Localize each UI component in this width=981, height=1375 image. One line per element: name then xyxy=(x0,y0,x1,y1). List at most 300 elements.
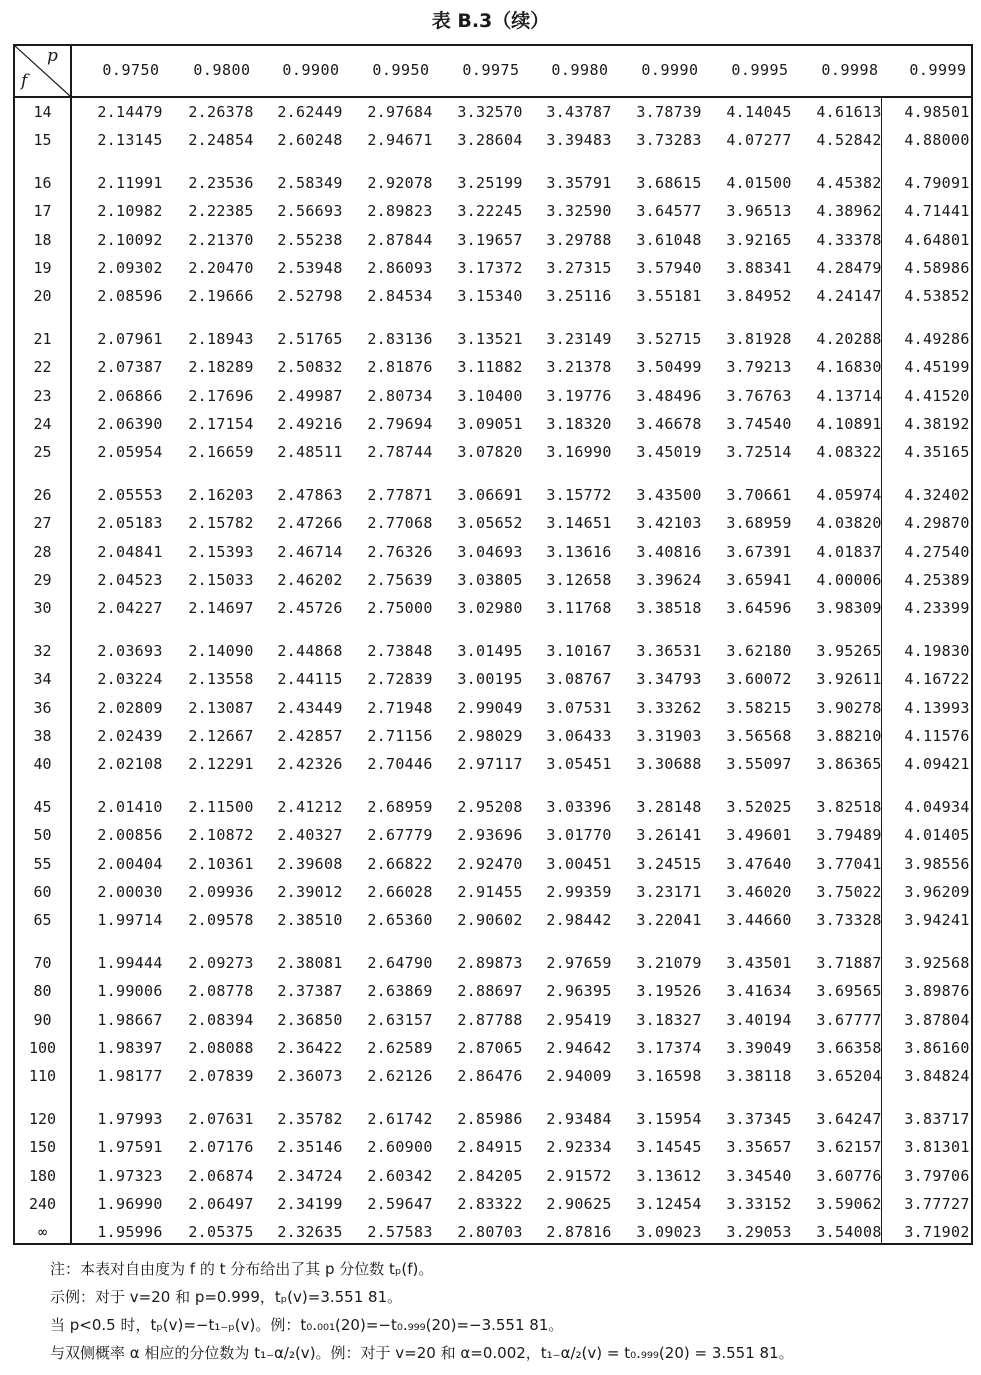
quantile-cell: 2.65360 xyxy=(367,911,433,930)
quantile-cell: 2.47266 xyxy=(277,514,343,533)
quantile-cell: 2.91455 xyxy=(457,883,523,901)
table-row xyxy=(15,514,971,536)
quantile-cell: 2.97659 xyxy=(546,953,612,972)
note-line: 当 p<0.5 时，tₚ(v)=−t₁₋ₚ(v)。例：t₀.₀₀₁(20)=−t₀.₉₉₉(20)=−3.551 81。 xyxy=(50,1316,564,1334)
quantile-cell: 3.49601 xyxy=(726,826,792,845)
quantile-cell: 2.75639 xyxy=(367,571,433,589)
quantile-cell: 2.60342 xyxy=(367,1166,433,1185)
quantile-cell: 3.28604 xyxy=(457,131,523,150)
quantile-cell: 4.04934 xyxy=(904,797,970,816)
quantile-cell: 3.74540 xyxy=(726,415,792,433)
quantile-cell: 3.68615 xyxy=(636,173,702,192)
quantile-cell: 3.05652 xyxy=(457,514,523,533)
degrees-of-freedom-cell: 22 xyxy=(33,358,52,377)
quantile-cell: 3.55181 xyxy=(636,287,702,306)
quantile-cell: 2.90625 xyxy=(546,1195,612,1213)
quantile-cell: 3.84952 xyxy=(726,287,792,306)
quantile-cell: 3.79213 xyxy=(726,358,792,377)
quantile-cell: 3.13612 xyxy=(636,1166,702,1185)
quantile-cell: 3.10167 xyxy=(546,641,612,660)
table-notes xyxy=(50,1255,970,1367)
quantile-cell: 3.13616 xyxy=(546,542,612,561)
quantile-cell: 2.94642 xyxy=(546,1039,612,1057)
degrees-of-freedom-cell: 80 xyxy=(33,982,52,1001)
quantile-cell: 3.11882 xyxy=(457,358,523,377)
quantile-cell: 3.67777 xyxy=(816,1010,882,1029)
column-header: 0.9800 xyxy=(193,61,251,79)
quantile-cell: 2.68959 xyxy=(367,797,433,816)
quantile-cell: 2.46202 xyxy=(277,571,343,589)
table-row xyxy=(15,826,971,848)
quantile-cell: 2.42857 xyxy=(277,727,343,745)
quantile-cell: 1.98397 xyxy=(97,1039,163,1057)
quantile-cell: 3.62180 xyxy=(726,641,792,660)
quantile-cell: 2.84205 xyxy=(457,1166,523,1185)
quantile-cell: 4.45199 xyxy=(904,358,970,377)
quantile-cell: 2.87816 xyxy=(546,1223,612,1242)
quantile-cell: 2.57583 xyxy=(367,1223,433,1242)
quantile-cell: 2.36850 xyxy=(277,1010,343,1029)
quantile-cell: 3.01770 xyxy=(546,826,612,845)
header-p-symbol: p xyxy=(47,46,58,66)
degrees-of-freedom-cell: 180 xyxy=(28,1166,57,1185)
quantile-cell: 3.39049 xyxy=(726,1039,792,1057)
quantile-cell: 3.66358 xyxy=(816,1039,882,1057)
quantile-cell: 2.35146 xyxy=(277,1138,343,1157)
quantile-cell: 3.46678 xyxy=(636,415,702,433)
quantile-cell: 3.64596 xyxy=(726,599,792,618)
quantile-cell: 2.15033 xyxy=(188,571,254,589)
quantile-cell: 2.06497 xyxy=(188,1195,254,1213)
quantile-cell: 2.32635 xyxy=(277,1223,343,1242)
quantile-cell: 3.89876 xyxy=(904,982,970,1001)
quantile-cell: 3.82518 xyxy=(816,797,882,816)
quantile-cell: 3.11768 xyxy=(546,599,612,618)
quantile-cell: 2.06874 xyxy=(188,1166,254,1185)
degrees-of-freedom-cell: 16 xyxy=(33,173,52,192)
quantile-cell: 2.36073 xyxy=(277,1067,343,1086)
quantile-cell: 2.98029 xyxy=(457,727,523,745)
quantile-cell: 3.65941 xyxy=(726,571,792,589)
quantile-cell: 3.18320 xyxy=(546,415,612,433)
quantile-cell: 3.07820 xyxy=(457,443,523,462)
quantile-cell: 3.40816 xyxy=(636,542,702,561)
quantile-cell: 2.62126 xyxy=(367,1067,433,1086)
quantile-cell: 3.81301 xyxy=(904,1138,970,1157)
quantile-cell: 2.02108 xyxy=(97,755,163,774)
quantile-cell: 2.14479 xyxy=(97,103,163,121)
degrees-of-freedom-cell: 20 xyxy=(33,287,52,306)
quantile-cell: 3.77041 xyxy=(816,854,882,873)
quantile-cell: 3.26141 xyxy=(636,826,702,845)
degrees-of-freedom-cell: 29 xyxy=(33,571,52,589)
quantile-cell: 3.15340 xyxy=(457,287,523,306)
quantile-cell: 2.98442 xyxy=(546,911,612,930)
degrees-of-freedom-cell: 40 xyxy=(33,755,52,774)
quantile-cell: 2.95208 xyxy=(457,797,523,816)
table-row xyxy=(15,287,971,309)
quantile-cell: 4.49286 xyxy=(904,329,970,348)
quantile-cell: 3.04693 xyxy=(457,542,523,561)
quantile-cell: 4.16722 xyxy=(904,670,970,689)
table-row xyxy=(15,1039,971,1061)
table-row xyxy=(15,798,971,820)
quantile-cell: 3.78739 xyxy=(636,103,702,121)
quantile-cell: 2.70446 xyxy=(367,755,433,774)
quantile-cell: 2.10092 xyxy=(97,230,163,249)
quantile-cell: 3.39624 xyxy=(636,571,702,589)
quantile-cell: 2.83136 xyxy=(367,329,433,348)
quantile-cell: 4.00006 xyxy=(816,571,882,589)
note-line: 与双侧概率 α 相应的分位数为 t₁₋α/₂(v)。例：对于 v=20 和 α=0.002，t₁₋α/₂(v) = t₀.₉₉₉(20) = 3.551 81。 xyxy=(50,1344,794,1362)
quantile-cell: 3.87804 xyxy=(904,1010,970,1029)
quantile-cell: 3.25199 xyxy=(457,173,523,192)
degrees-of-freedom-cell: 17 xyxy=(33,202,52,221)
quantile-cell: 2.81876 xyxy=(367,358,433,377)
quantile-cell: 3.13521 xyxy=(457,329,523,348)
quantile-cell: 2.64790 xyxy=(367,953,433,972)
quantile-cell: 2.14697 xyxy=(188,599,254,618)
header-f-symbol: f xyxy=(21,71,28,91)
quantile-cell: 4.20288 xyxy=(816,329,882,348)
quantile-cell: 2.04841 xyxy=(97,542,163,561)
quantile-cell: 2.99049 xyxy=(457,698,523,717)
quantile-cell: 3.43787 xyxy=(546,103,612,121)
quantile-cell: 3.69565 xyxy=(816,982,882,1001)
quantile-cell: 3.96209 xyxy=(904,883,970,901)
quantile-cell: 3.95265 xyxy=(816,641,882,660)
quantile-cell: 2.41212 xyxy=(277,797,343,816)
quantile-cell: 3.24515 xyxy=(636,854,702,873)
table-row xyxy=(15,259,971,281)
degrees-of-freedom-cell: 30 xyxy=(33,599,52,618)
table-row xyxy=(15,443,971,465)
quantile-cell: 2.18943 xyxy=(188,329,254,348)
quantile-cell: 3.50499 xyxy=(636,358,702,377)
quantile-cell: 1.95996 xyxy=(97,1223,163,1242)
column-header: 0.9750 xyxy=(102,61,160,79)
quantile-cell: 3.05451 xyxy=(546,755,612,774)
quantile-cell: 4.41520 xyxy=(904,386,970,405)
table-row xyxy=(15,231,971,253)
quantile-cell: 3.32590 xyxy=(546,202,612,221)
quantile-cell: 3.84824 xyxy=(904,1067,970,1086)
table-row xyxy=(15,131,971,153)
note-line: 示例：对于 v=20 和 p=0.999，tₚ(v)=3.551 81。 xyxy=(50,1288,403,1306)
quantile-cell: 2.73848 xyxy=(367,641,433,660)
quantile-cell: 3.48496 xyxy=(636,386,702,405)
quantile-cell: 2.92078 xyxy=(367,173,433,192)
quantile-cell: 3.25116 xyxy=(546,287,612,306)
quantile-cell: 2.39012 xyxy=(277,883,343,901)
table-row xyxy=(15,387,971,409)
degrees-of-freedom-cell: 55 xyxy=(33,854,52,873)
quantile-cell: 4.38192 xyxy=(904,415,970,433)
quantile-cell: 2.46714 xyxy=(277,542,343,561)
quantile-cell: 3.00451 xyxy=(546,854,612,873)
quantile-cell: 3.64577 xyxy=(636,202,702,221)
quantile-cell: 3.62157 xyxy=(816,1138,882,1157)
quantile-cell: 2.78744 xyxy=(367,443,433,462)
quantile-cell: 1.99444 xyxy=(97,953,163,972)
table-row xyxy=(15,699,971,721)
quantile-cell: 3.21079 xyxy=(636,953,702,972)
quantile-cell: 2.62449 xyxy=(277,103,343,121)
quantile-cell: 2.08778 xyxy=(188,982,254,1001)
quantile-cell: 2.06866 xyxy=(97,386,163,405)
degrees-of-freedom-cell: 28 xyxy=(33,542,52,561)
quantile-cell: 2.07176 xyxy=(188,1138,254,1157)
quantile-cell: 1.96990 xyxy=(97,1195,163,1213)
quantile-cell: 2.86476 xyxy=(457,1067,523,1086)
quantile-cell: 2.93484 xyxy=(546,1109,612,1128)
degrees-of-freedom-cell: 100 xyxy=(28,1039,57,1057)
degrees-of-freedom-cell: 65 xyxy=(33,911,52,930)
quantile-cell: 2.05954 xyxy=(97,443,163,462)
quantile-cell: 2.07961 xyxy=(97,329,163,348)
table-row xyxy=(15,358,971,380)
quantile-cell: 2.91572 xyxy=(546,1166,612,1185)
quantile-cell: 2.37387 xyxy=(277,982,343,1001)
degrees-of-freedom-cell: 240 xyxy=(28,1195,57,1213)
quantile-cell: 3.37345 xyxy=(726,1109,792,1128)
quantile-cell: 2.49216 xyxy=(277,415,343,433)
quantile-cell: 2.08596 xyxy=(97,287,163,306)
quantile-cell: 3.06691 xyxy=(457,485,523,504)
quantile-cell: 3.40194 xyxy=(726,1010,792,1029)
t-distribution-table xyxy=(13,44,973,1245)
quantile-cell: 4.53852 xyxy=(904,287,970,306)
quantile-cell: 4.33378 xyxy=(816,230,882,249)
quantile-cell: 3.86365 xyxy=(816,755,882,774)
quantile-cell: 4.25389 xyxy=(904,571,970,589)
table-row xyxy=(15,911,971,933)
quantile-cell: 4.10891 xyxy=(816,415,882,433)
degrees-of-freedom-cell: 19 xyxy=(33,259,52,277)
quantile-cell: 3.16990 xyxy=(546,443,612,462)
quantile-cell: 3.45019 xyxy=(636,443,702,462)
quantile-cell: 2.90602 xyxy=(457,911,523,930)
quantile-cell: 2.61742 xyxy=(367,1109,433,1128)
quantile-cell: 2.97117 xyxy=(457,755,523,774)
quantile-cell: 2.00404 xyxy=(97,854,163,873)
quantile-cell: 2.11991 xyxy=(97,173,163,192)
quantile-cell: 2.66028 xyxy=(367,883,433,901)
quantile-cell: 2.36422 xyxy=(277,1039,343,1057)
quantile-cell: 2.40327 xyxy=(277,826,343,845)
quantile-cell: 4.61613 xyxy=(816,103,882,121)
table-row xyxy=(15,330,971,352)
quantile-cell: 3.32570 xyxy=(457,103,523,121)
table-row xyxy=(15,1167,971,1189)
quantile-cell: 4.28479 xyxy=(816,259,882,277)
quantile-cell: 3.17374 xyxy=(636,1039,702,1057)
quantile-cell: 3.09023 xyxy=(636,1223,702,1242)
quantile-cell: 3.35791 xyxy=(546,173,612,192)
quantile-cell: 3.17372 xyxy=(457,259,523,277)
quantile-cell: 2.09578 xyxy=(188,911,254,930)
table-row xyxy=(15,486,971,508)
quantile-cell: 2.07387 xyxy=(97,358,163,377)
column-header: 0.9995 xyxy=(731,61,789,79)
quantile-cell: 3.35657 xyxy=(726,1138,792,1157)
table-row xyxy=(15,415,971,437)
table-row xyxy=(15,1110,971,1132)
quantile-cell: 2.87065 xyxy=(457,1039,523,1057)
degrees-of-freedom-cell: 32 xyxy=(33,641,52,660)
quantile-cell: 2.08394 xyxy=(188,1010,254,1029)
quantile-cell: 3.29788 xyxy=(546,230,612,249)
quantile-cell: 2.34199 xyxy=(277,1195,343,1213)
quantile-cell: 2.95419 xyxy=(546,1010,612,1029)
quantile-cell: 3.73283 xyxy=(636,131,702,150)
quantile-cell: 2.87788 xyxy=(457,1010,523,1029)
quantile-cell: 1.99714 xyxy=(97,911,163,930)
quantile-cell: 2.72839 xyxy=(367,670,433,689)
table-row xyxy=(15,1138,971,1160)
quantile-cell: 2.52798 xyxy=(277,287,343,306)
quantile-cell: 3.06433 xyxy=(546,727,612,745)
quantile-cell: 2.18289 xyxy=(188,358,254,377)
quantile-cell: 3.43500 xyxy=(636,485,702,504)
quantile-cell: 2.05553 xyxy=(97,485,163,504)
quantile-cell: 2.63869 xyxy=(367,982,433,1001)
quantile-cell: 1.99006 xyxy=(97,982,163,1001)
quantile-cell: 1.98177 xyxy=(97,1067,163,1086)
degrees-of-freedom-cell: 26 xyxy=(33,485,52,504)
quantile-cell: 3.03396 xyxy=(546,797,612,816)
quantile-cell: 2.93696 xyxy=(457,826,523,845)
quantile-cell: 2.09302 xyxy=(97,259,163,277)
quantile-cell: 3.18327 xyxy=(636,1010,702,1029)
quantile-cell: 3.27315 xyxy=(546,259,612,277)
table-header xyxy=(15,46,971,96)
quantile-cell: 4.19830 xyxy=(904,641,970,660)
quantile-cell: 2.08088 xyxy=(188,1039,254,1057)
quantile-cell: 2.17696 xyxy=(188,386,254,405)
quantile-cell: 3.01495 xyxy=(457,641,523,660)
quantile-cell: 3.34793 xyxy=(636,670,702,689)
quantile-cell: 2.11500 xyxy=(188,797,254,816)
degrees-of-freedom-cell: 150 xyxy=(28,1138,57,1157)
table-row xyxy=(15,855,971,877)
quantile-cell: 2.48511 xyxy=(277,443,343,462)
quantile-cell: 2.14090 xyxy=(188,641,254,660)
quantile-cell: 3.07531 xyxy=(546,698,612,717)
quantile-cell: 4.13993 xyxy=(904,698,970,717)
quantile-cell: 3.57940 xyxy=(636,259,702,277)
degrees-of-freedom-cell: 23 xyxy=(33,386,52,405)
note-line: 注：本表对自由度为 f 的 t 分布给出了其 p 分位数 tₚ(f)。 xyxy=(50,1260,434,1278)
quantile-cell: 3.71887 xyxy=(816,953,882,972)
quantile-cell: 3.60072 xyxy=(726,670,792,689)
degrees-of-freedom-cell: 27 xyxy=(33,514,52,533)
quantile-cell: 3.61048 xyxy=(636,230,702,249)
quantile-cell: 3.39483 xyxy=(546,131,612,150)
quantile-cell: 2.15393 xyxy=(188,542,254,561)
quantile-cell: 3.92568 xyxy=(904,953,970,972)
table-row xyxy=(15,1195,971,1217)
quantile-cell: 2.97684 xyxy=(367,103,433,121)
quantile-cell: 2.20470 xyxy=(188,259,254,277)
quantile-cell: 3.52715 xyxy=(636,329,702,348)
quantile-cell: 2.94009 xyxy=(546,1067,612,1086)
table-row xyxy=(15,543,971,565)
quantile-cell: 2.53948 xyxy=(277,259,343,277)
quantile-cell: 2.09273 xyxy=(188,953,254,972)
quantile-cell: 3.22245 xyxy=(457,202,523,221)
quantile-cell: 2.84915 xyxy=(457,1138,523,1157)
quantile-cell: 4.88000 xyxy=(904,131,970,150)
quantile-cell: 2.44868 xyxy=(277,641,343,660)
table-row xyxy=(15,1011,971,1033)
quantile-cell: 3.08767 xyxy=(546,670,612,689)
degrees-of-freedom-cell: 70 xyxy=(33,953,52,972)
quantile-cell: 2.04227 xyxy=(97,599,163,618)
column-header: 0.9975 xyxy=(462,61,520,79)
quantile-cell: 2.05375 xyxy=(188,1223,254,1242)
quantile-cell: 2.44115 xyxy=(277,670,343,689)
quantile-cell: 4.05974 xyxy=(816,485,882,504)
quantile-cell: 3.21378 xyxy=(546,358,612,377)
quantile-cell: 2.17154 xyxy=(188,415,254,433)
quantile-cell: 2.22385 xyxy=(188,202,254,221)
quantile-cell: 3.09051 xyxy=(457,415,523,433)
table-row xyxy=(15,599,971,621)
quantile-cell: 4.27540 xyxy=(904,542,970,561)
quantile-cell: 2.15782 xyxy=(188,514,254,533)
quantile-cell: 4.11576 xyxy=(904,727,970,745)
quantile-cell: 2.88697 xyxy=(457,982,523,1001)
quantile-cell: 3.38518 xyxy=(636,599,702,618)
degrees-of-freedom-cell: 36 xyxy=(33,698,52,717)
quantile-cell: 2.10872 xyxy=(188,826,254,845)
quantile-cell: 3.15954 xyxy=(636,1109,702,1128)
quantile-cell: 3.81928 xyxy=(726,329,792,348)
table-row xyxy=(15,202,971,224)
quantile-cell: 4.71441 xyxy=(904,202,970,221)
degrees-of-freedom-cell: 14 xyxy=(33,103,52,121)
quantile-cell: 2.80734 xyxy=(367,386,433,405)
quantile-cell: 2.77068 xyxy=(367,514,433,533)
degrees-of-freedom-cell: 15 xyxy=(33,131,52,150)
quantile-cell: 2.94671 xyxy=(367,131,433,150)
degrees-of-freedom-cell: 60 xyxy=(33,883,52,901)
quantile-cell: 4.32402 xyxy=(904,485,970,504)
quantile-cell: 2.87844 xyxy=(367,230,433,249)
quantile-cell: 2.12291 xyxy=(188,755,254,774)
quantile-cell: 3.12454 xyxy=(636,1195,702,1213)
quantile-cell: 3.75022 xyxy=(816,883,882,901)
quantile-cell: 2.76326 xyxy=(367,542,433,561)
quantile-cell: 2.71948 xyxy=(367,698,433,717)
quantile-cell: 3.77727 xyxy=(904,1195,970,1213)
quantile-cell: 2.01410 xyxy=(97,797,163,816)
quantile-cell: 4.03820 xyxy=(816,514,882,533)
quantile-cell: 2.77871 xyxy=(367,485,433,504)
quantile-cell: 2.09936 xyxy=(188,883,254,901)
quantile-cell: 3.22041 xyxy=(636,911,702,930)
quantile-cell: 3.03805 xyxy=(457,571,523,589)
quantile-cell: 3.55097 xyxy=(726,755,792,774)
quantile-cell: 1.98667 xyxy=(97,1010,163,1029)
header-divider xyxy=(15,96,971,98)
quantile-cell: 2.16203 xyxy=(188,485,254,504)
quantile-cell: 4.23399 xyxy=(904,599,970,618)
quantile-cell: 4.45382 xyxy=(816,173,882,192)
degrees-of-freedom-cell: 38 xyxy=(33,727,52,745)
quantile-cell: 3.64247 xyxy=(816,1109,882,1128)
